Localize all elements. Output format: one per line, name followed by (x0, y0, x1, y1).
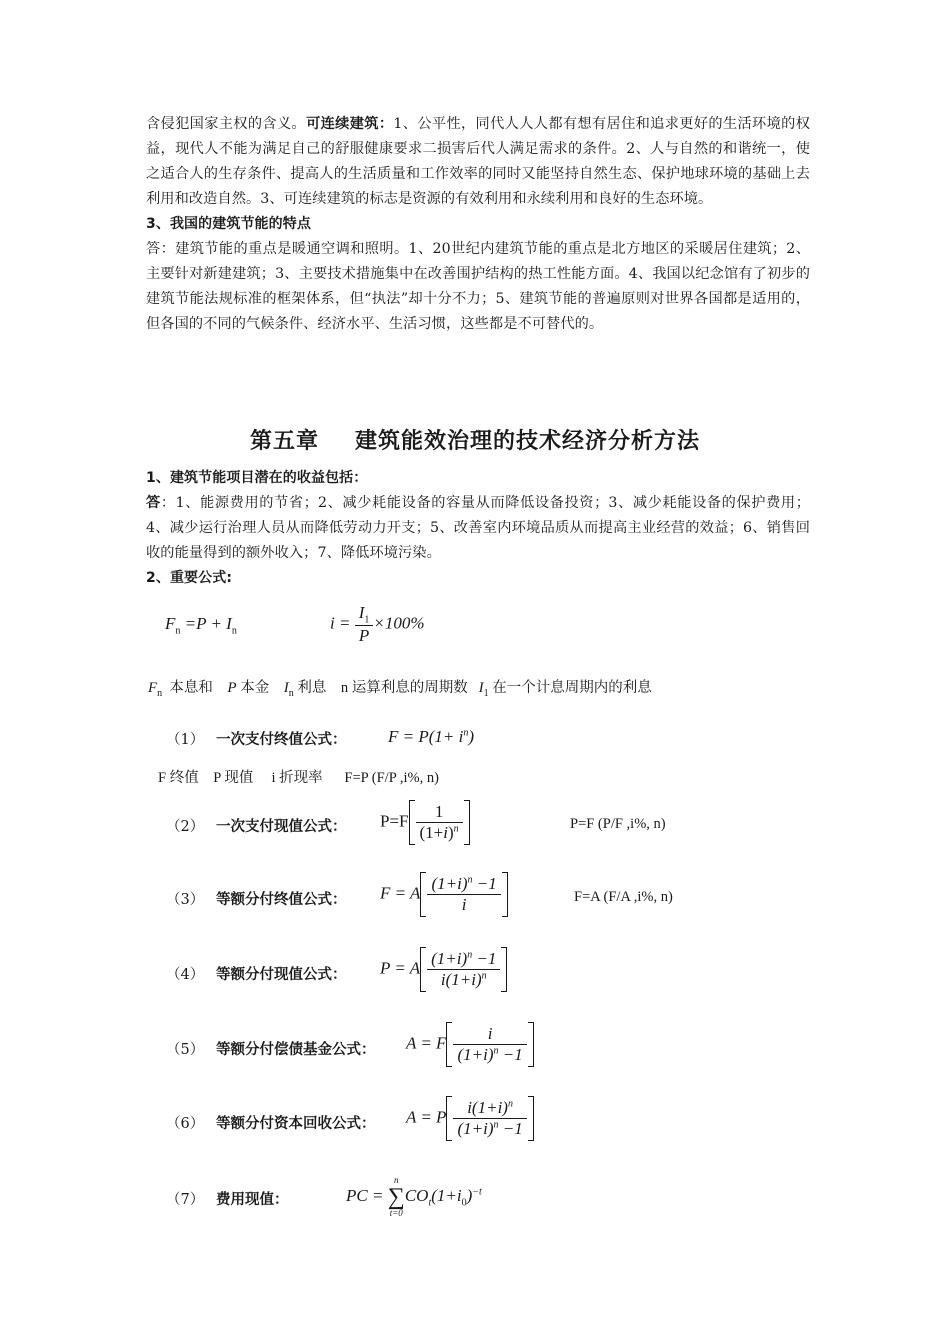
fv-p: P 现值 (213, 770, 254, 786)
paragraph-body: 1、公平性，同代人人人都有想有居住和追求更好的生活环境的权益，现代人不能为满足自己的舒服健康要求二损害后代人满足需求的条件。2、人与自然的和谐统一，使之适合人的生存条件、提高人的生活质量和工作效率的同时又能坚持自然生态、保护地球环境的基础上去利用和改造自然。3、可连续建筑的标志是资源的有效利用和永续利用和良好的生态环境。 (146, 116, 810, 207)
formula-label: 一次支付现值公式： (216, 819, 347, 835)
formula-number: （2） (166, 819, 205, 835)
fv-f: F 终值 (158, 770, 199, 786)
formula-row (166, 1112, 376, 1133)
formula-interest-rate: i = $\frac{I_1}{P}$ ×100% (330, 603, 425, 646)
formula-label: 等额分付资本回收公式： (216, 1116, 376, 1132)
formula-fn: $F_n =P + I_n$ (165, 614, 237, 637)
formula-label: 等额分付偿债基金公式： (216, 1042, 376, 1058)
variable-legend: $F_n$ 本息和 P 本金 $I_n$ 利息 n 运算利息的周期数 $I_1$ 在一个计息周期内的利息 (148, 680, 652, 699)
formula-label: 费用现值： (216, 1192, 289, 1208)
formula-number: （3） (166, 892, 205, 908)
formula-row (166, 888, 347, 909)
formula-note: P=F (P/F ,i%, n) (570, 816, 666, 832)
formula-fv-annuity: F = A $\frac{(1+i)^n -1}{i}$ (380, 872, 508, 917)
formula-row (166, 815, 347, 836)
fv-legend (158, 766, 439, 787)
formula-pv-annuity: P = A $\frac{(1+i)^n -1}{i(1+i)^n}$ (380, 947, 507, 992)
formula-label: 等额分付终值公式： (216, 892, 347, 908)
var-p: 本金 (240, 680, 270, 696)
chapter-number: 第五章 (249, 429, 319, 454)
section-heading: 3、我国的建筑节能的特点 (146, 216, 311, 232)
formula-row (166, 963, 347, 984)
formula-label: 一次支付终值公式： (216, 732, 347, 748)
fv-i: i 折现率 (271, 770, 323, 786)
var-in: 利息 (297, 680, 327, 696)
chapter-name: 建筑能效治理的技术经济分析方法 (355, 429, 701, 454)
formula-label: 等额分付现值公式： (216, 967, 347, 983)
bold-term: 可连续建筑： (306, 116, 394, 132)
formulas-heading: 2、重要公式: (146, 570, 233, 586)
answer-label: 答 (146, 495, 161, 511)
sustainable-paragraph (146, 112, 810, 212)
formula-fv-single: $F = P(1+ i^n)$ (388, 727, 475, 746)
formula-row (166, 1038, 376, 1059)
paragraph-lead: 含侵犯国家主权的含义。 (146, 116, 307, 132)
formula-capital-recovery: A = P $\frac{i(1+i)^n}{(1+i)^n -1}$ (406, 1096, 534, 1141)
formula-number: （1） (166, 732, 205, 748)
formula-row (166, 1188, 289, 1209)
section-block (146, 466, 810, 591)
formula-number: （5） (166, 1042, 205, 1058)
formula-row (166, 728, 347, 749)
formula-number: （7） (166, 1192, 205, 1208)
formula-number: （6） (166, 1116, 205, 1132)
features-paragraph: 答：建筑节能的重点是暖通空调和照明。1、20世纪内建筑节能的重点是北方地区的采暖居住建筑；2、主要针对新建建筑；3、主要技术措施集中在改善围护结构的热工性能方面。4、我国以纪念馆有了初步的建筑节能法规标准的框架体系，但“执法”却十分不力；5、建筑节能的普遍原则对世界各国都是适用的，但各国的不同的气候条件、经济水平、生活习惯，这些都是不可替代的。 (146, 241, 810, 332)
answer-text: ：1、能源费用的节省；2、减少耗能设备的容量从而降低设备投资；3、减少耗能设备的保护费用；4、减少运行治理人员从而降低劳动力开支；5、改善室内环境品质从而提高主业经营的效益；6、销售回收的能量得到的额外收入；7、降低环境污染。 (146, 495, 810, 561)
var-fn: 本息和 (169, 680, 213, 696)
text-block (146, 112, 810, 337)
fv-expression: F=P (F/P ,i%, n) (344, 770, 439, 786)
var-i1: 在一个计息周期内的利息 (492, 680, 652, 696)
benefits-answer (146, 491, 810, 566)
chapter-title (0, 424, 950, 455)
formula-sinking-fund: A = F $\frac{i}{(1+i)^n -1}$ (406, 1022, 534, 1067)
formula-number: （4） (166, 967, 205, 983)
benefits-heading: 1、建筑节能项目潜在的收益包括： (146, 470, 368, 486)
formula-note: F=A (F/A ,i%, n) (574, 889, 673, 905)
formula-cost-pv: PC = n ∑ t=0 $CO_t(1+i_0)^{-t}$ (346, 1175, 482, 1218)
formula-pv-single: P=F $\frac{1}{(1+i)^n}$ (380, 800, 470, 845)
var-n: n 运算利息的周期数 (340, 680, 468, 696)
